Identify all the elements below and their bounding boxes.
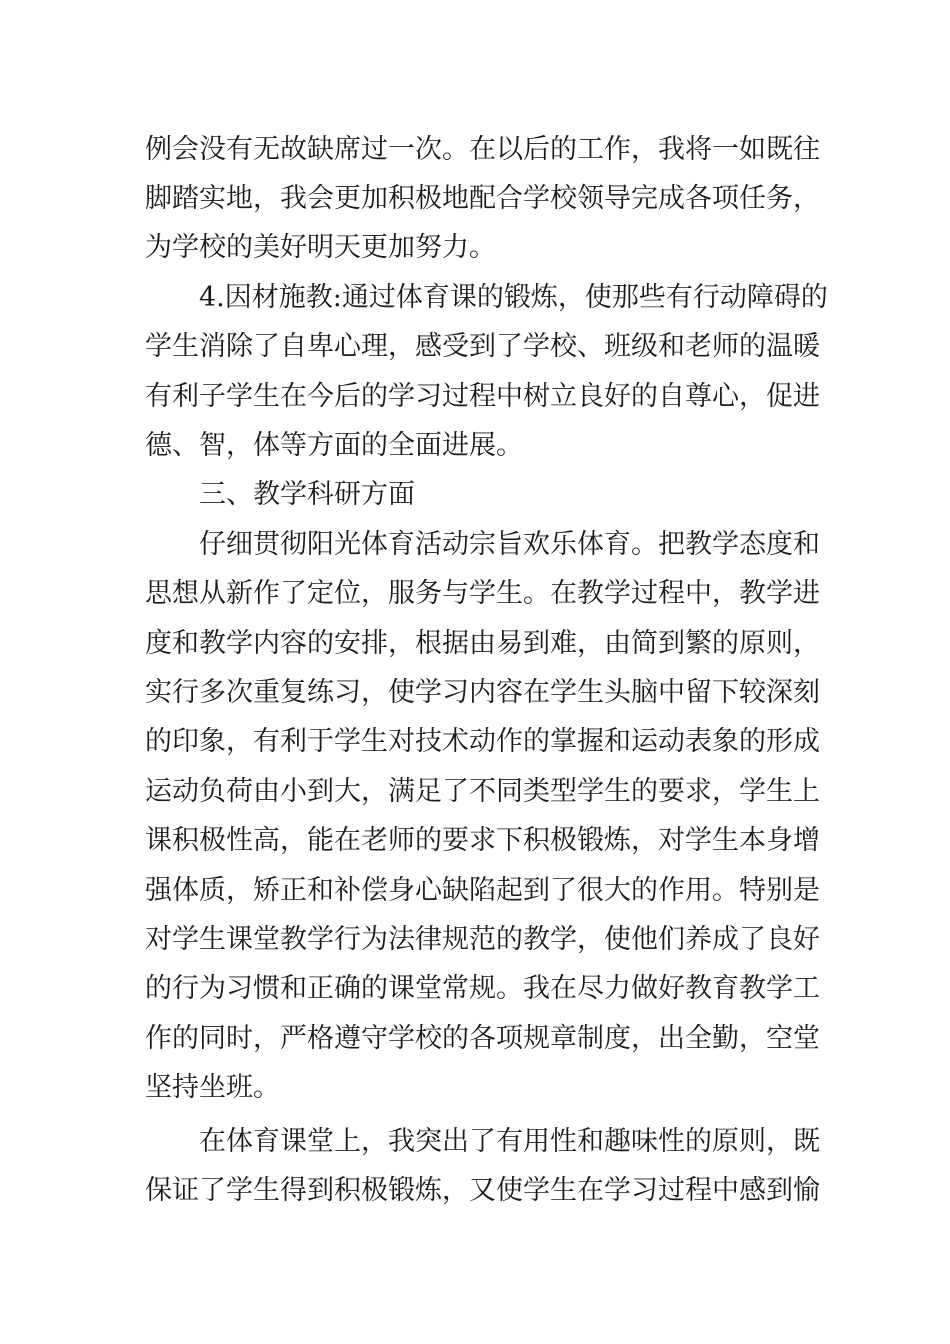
text-line: 课积极性高，能在老师的要求下积极锻炼，对学生本身增 [145, 825, 820, 856]
text-line: 实行多次重复练习，使学习内容在学生头脑中留下较深刻 [145, 677, 820, 708]
text-line: 度和教学内容的安排，根据由易到难，由简到繁的原则， [145, 628, 820, 659]
text-line: 学生消除了自卑心理，感受到了学校、班级和老师的温暖 [145, 331, 820, 362]
text-line: 对学生课堂教学行为法律规范的教学，使他们养成了良好 [145, 924, 820, 955]
text-line: 的行为习惯和正确的课堂常规。我在尽力做好教育教学工 [145, 973, 820, 1004]
text-line: 强体质，矫正和补偿身心缺陷起到了很大的作用。特别是 [145, 875, 820, 906]
text-line: 脚踏实地，我会更加积极地配合学校领导完成各项任务， [145, 183, 820, 214]
text-line: 有利子学生在今后的学习过程中树立良好的自尊心，促进 [145, 381, 820, 412]
section-heading: 三、教学科研方面 [199, 479, 415, 510]
text-line: 坚持坐班。 [145, 1072, 280, 1103]
text-line: 在体育课堂上，我突出了有用性和趣味性的原则，既 [199, 1126, 820, 1157]
text-line: 为学校的美好明天更加努力。 [145, 232, 496, 263]
text-line: 的印象，有利于学生对技术动作的掌握和运动表象的形成 [145, 726, 820, 757]
text-line: 仔细贯彻阳光体育活动宗旨欢乐体育。把教学态度和 [199, 529, 820, 560]
text-line: 4.因材施教:通过体育课的锻炼，使那些有行动障碍的 [199, 282, 828, 313]
text-line: 运动负荷由小到大，满足了不同类型学生的要求，学生上 [145, 776, 820, 807]
text-line: 例会没有无故缺席过一次。在以后的工作，我将一如既往 [145, 134, 820, 165]
text-line: 作的同时，严格遵守学校的各项规章制度，出全勤，空堂 [145, 1023, 820, 1054]
text-line: 德、智，体等方面的全面进展。 [145, 430, 523, 461]
text-line: 保证了学生得到积极锻炼，又使学生在学习过程中感到愉 [145, 1175, 820, 1206]
text-line: 思想从新作了定位，服务与学生。在教学过程中，教学进 [145, 578, 820, 609]
